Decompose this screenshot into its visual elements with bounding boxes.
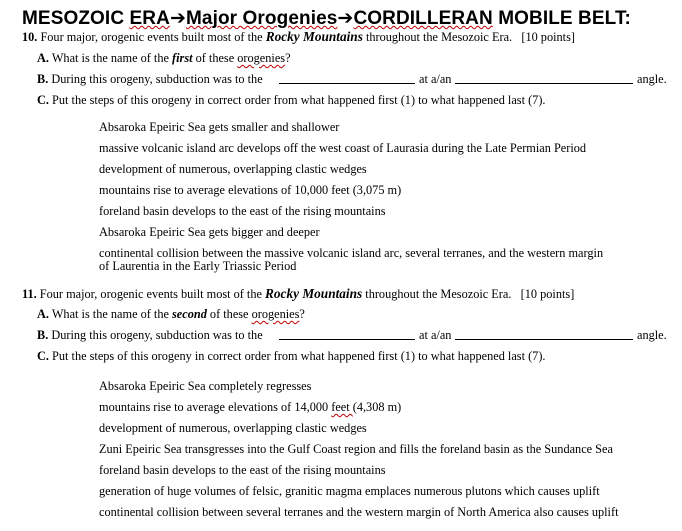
answer-blank[interactable]	[455, 329, 633, 340]
question-10a: A. What is the name of the first of these orogenies?	[37, 51, 291, 65]
list-item: Absaroka Epeiric Sea gets smaller and shallower	[99, 120, 340, 134]
question-10-intro: 10. Four major, orogenic events built most of the Rocky Mountains throughout the Mesozoic Era. [10 points]	[22, 29, 575, 44]
title-text: Major	[185, 8, 243, 29]
question-11-intro: 11. Four major, orogenic events built most of the Rocky Mountains throughout the Mesozoic Era. [10 points]	[22, 286, 575, 301]
spellcheck-word: orogenies	[251, 307, 300, 321]
question-10b-mid: at a/an	[419, 72, 452, 86]
title-text: CORDILLERAN	[353, 8, 493, 29]
answer-blank[interactable]	[279, 329, 415, 340]
arrow-icon: ➔	[169, 8, 186, 29]
question-11b-mid: at a/an	[419, 328, 452, 342]
list-item: development of numerous, overlapping clastic wedges	[99, 162, 367, 176]
list-item: continental collision between the massive volcanic island arc, several terranes, and the western margin	[99, 246, 604, 260]
question-11b-end: angle.	[637, 328, 667, 342]
list-item: generation of huge volumes of felsic, granitic magma emplaces numerous plutons which causes uplift	[99, 484, 600, 498]
list-item: Zuni Epeiric Sea transgresses into the Gulf Coast region and fills the foreland basin as the Sundance Sea	[99, 442, 613, 456]
arrow-icon: ➔	[337, 8, 354, 29]
question-10b-end: angle.	[637, 72, 667, 86]
list-item: Absaroka Epeiric Sea gets bigger and deeper	[99, 225, 320, 239]
spellcheck-word: feet	[331, 400, 353, 414]
spellcheck-word: orogenies	[237, 51, 286, 65]
list-item: massive volcanic island arc develops off the west coast of Laurasia during the Late Permian Period	[99, 141, 587, 155]
page-title	[22, 8, 631, 30]
answer-blank[interactable]	[455, 73, 633, 84]
question-11a: A. What is the name of the second of these orogenies?	[37, 307, 305, 321]
list-item: Absaroka Epeiric Sea completely regresses	[99, 379, 312, 393]
title-text: MESOZOIC	[22, 8, 130, 29]
list-item: development of numerous, overlapping clastic wedges	[99, 421, 367, 435]
title-text: ERA	[129, 8, 170, 29]
title-text: Orogenies	[242, 8, 338, 29]
question-10c: C. Put the steps of this orogeny in correct order from what happened first (1) to what happened last (7).	[37, 93, 546, 107]
question-11c: C. Put the steps of this orogeny in correct order from what happened first (1) to what happened last (7).	[37, 349, 546, 363]
list-item: continental collision between several terranes and the western margin of North America also causes uplift	[99, 505, 619, 519]
list-item: of Laurentia in the Early Triassic Period	[99, 259, 297, 273]
list-item: foreland basin develops to the east of the rising mountains	[99, 204, 386, 218]
list-item: mountains rise to average elevations of 14,000 feet (4,308 m)	[99, 400, 402, 414]
title-text: MOBILE BELT:	[492, 8, 631, 29]
points-label: [10 points]	[520, 287, 575, 301]
answer-blank[interactable]	[279, 73, 415, 84]
question-10b: B. During this orogeny, subduction was to the	[37, 72, 263, 86]
question-11b: B. During this orogeny, subduction was to the	[37, 328, 263, 342]
list-item: mountains rise to average elevations of 10,000 feet (3,075 m)	[99, 183, 402, 197]
list-item: foreland basin develops to the east of the rising mountains	[99, 463, 386, 477]
points-label: [10 points]	[521, 30, 575, 44]
